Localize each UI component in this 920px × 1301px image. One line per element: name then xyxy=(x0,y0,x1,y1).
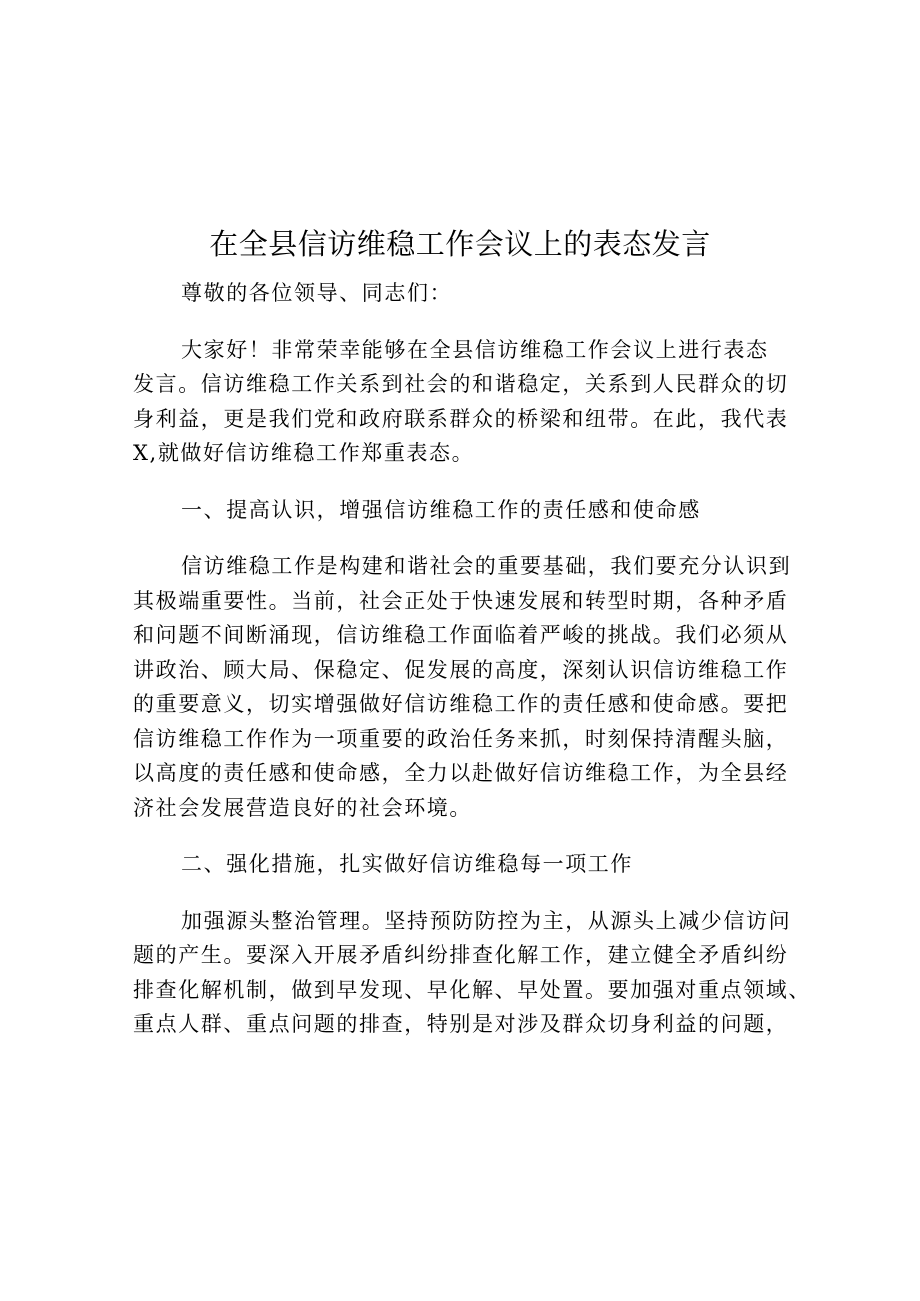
paragraph-line: 的重要意义，切实增强做好信访维稳工作的责任感和使命感。要把 xyxy=(133,692,789,716)
document-body xyxy=(133,276,811,1064)
paragraph-line: X,就做好信访维稳工作郑重表态。 xyxy=(133,441,475,465)
paragraph-line: 讲政治、顾大局、保稳定、促发展的高度，深刻认识信访维稳工作 xyxy=(133,657,789,682)
paragraph-line: 信访维稳工作作为一项重要的政治任务来抓，时刻保持清醒头脑， xyxy=(133,726,789,751)
paragraph-line: 重点人群、重点问题的排查，特别是对涉及群众切身利益的问题， xyxy=(133,1012,789,1036)
section-2-paragraph xyxy=(133,904,811,1042)
section-heading-2: 二、强化措施，扎实做好信访维稳每一项工作 xyxy=(181,852,633,876)
section-heading-1: 一、提高认识，增强信访维稳工作的责任感和使命感 xyxy=(181,497,701,522)
paragraph-line: 身利益，更是我们党和政府联系群众的桥梁和纽带。在此，我代表 xyxy=(133,406,789,431)
paragraph-line: 加强源头整治管理。坚持预防防控为主，从源头上减少信访问 xyxy=(181,908,792,933)
paragraph-line: 信访维稳工作是构建和谐社会的重要基础，我们要充分认识到 xyxy=(181,554,792,578)
paragraph-line: 发言。信访维稳工作关系到社会的和谐稳定，关系到人民群众的切 xyxy=(133,372,789,396)
document-title: 在全县信访维稳工作会议上的表态发言 xyxy=(209,227,711,261)
intro-paragraph xyxy=(133,333,798,471)
paragraph-line: 大家好！非常荣幸能够在全县信访维稳工作会议上进行表态 xyxy=(181,337,769,362)
paragraph-line: 题的产生。要深入开展矛盾纠纷排查化解工作，建立健全矛盾纠纷 xyxy=(133,943,789,967)
paragraph-line: 济社会发展营造良好的社会环境。 xyxy=(133,795,472,820)
paragraph-line: 以高度的责任感和使命感，全力以赴做好信访维稳工作，为全县经 xyxy=(133,761,789,785)
section-1-paragraph xyxy=(133,549,798,825)
paragraph-line: 排查化解机制，做到早发现、早化解、早处置。要加强对重点领域、 xyxy=(133,977,811,1002)
paragraph-line: 其极端重要性。当前，社会正处于快速发展和转型时期，各种矛盾 xyxy=(133,588,789,613)
salutation: 尊敬的各位领导、同志们： xyxy=(181,281,453,305)
paragraph-line: 和问题不间断涌现，信访维稳工作面临着严峻的挑战。我们必须从 xyxy=(133,623,789,647)
